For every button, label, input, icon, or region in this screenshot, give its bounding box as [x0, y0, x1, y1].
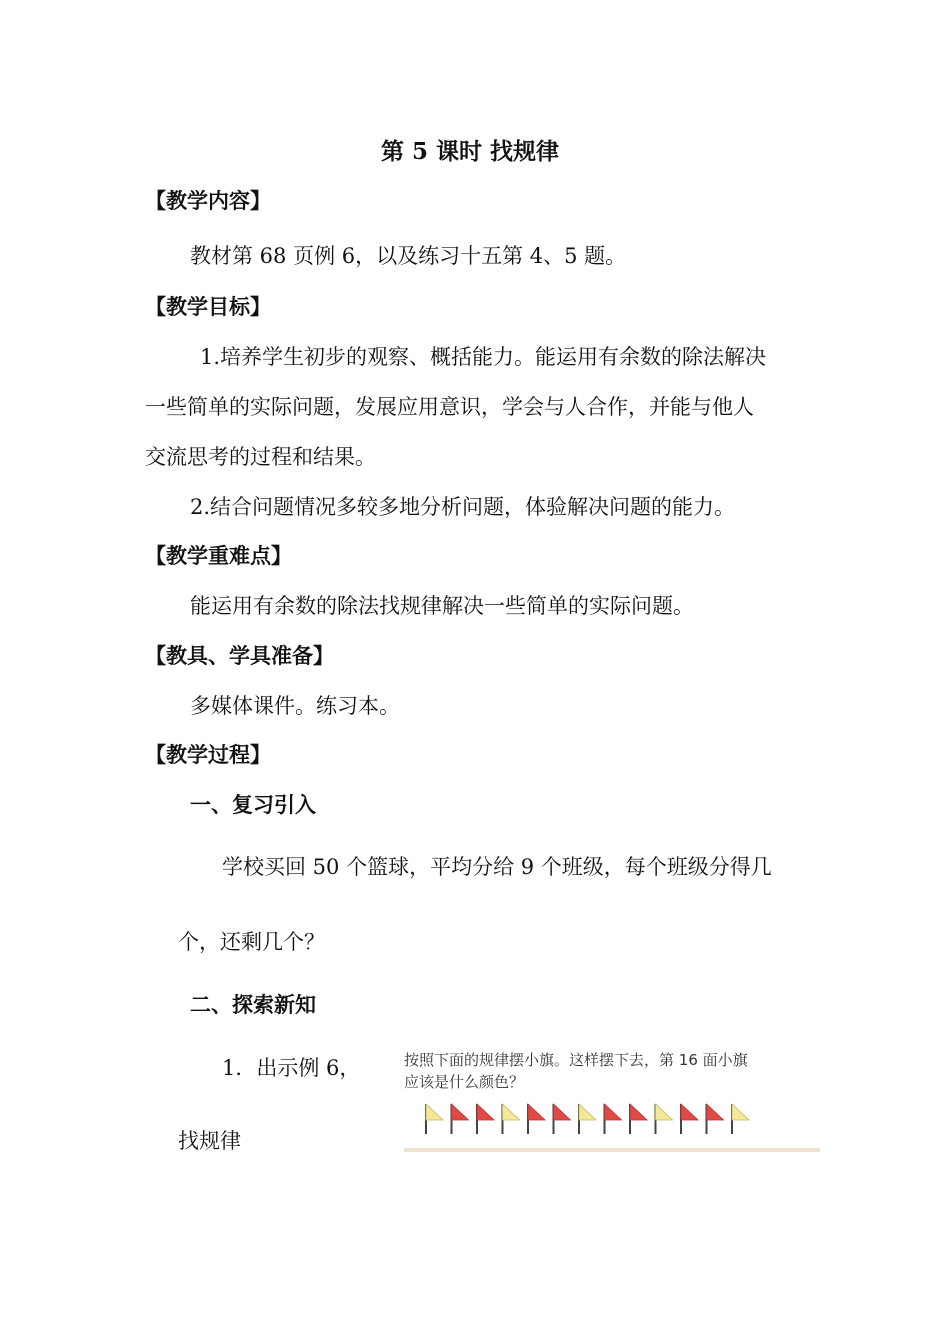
ground-line — [404, 1148, 820, 1152]
goal-1-line-1: 1.培养学生初步的观察、概括能力。能运用有余数的除法解决 — [200, 345, 767, 369]
flag-yellow-7 — [579, 1104, 596, 1134]
example-label: 1．出示例 6， — [222, 1056, 361, 1080]
flag-cloth — [681, 1104, 698, 1120]
figure-question-line-2: 应该是什么颜色？ — [404, 1073, 525, 1091]
flag-red-9 — [630, 1104, 647, 1134]
flag-cloth — [477, 1104, 494, 1120]
flag-yellow-4 — [503, 1104, 520, 1134]
flag-cloth — [579, 1104, 596, 1120]
flag-red-12 — [707, 1104, 724, 1134]
flag-cloth — [630, 1104, 647, 1120]
part-1-heading: 一、复习引入 — [190, 792, 316, 817]
figure-question-line-1: 按照下面的规律摆小旗。这样摆下去，第 16 面小旗 — [404, 1051, 748, 1069]
flag-yellow-10 — [656, 1104, 673, 1134]
flag-cloth — [732, 1104, 749, 1120]
heading-teaching-goals: 【教学目标】 — [145, 294, 271, 319]
review-question-line-2: 个，还剩几个？ — [178, 930, 325, 954]
flag-cloth — [554, 1104, 571, 1120]
review-question-line-1: 学校买回 50 个篮球，平均分给 9 个班级，每个班级分得几 — [222, 855, 772, 879]
flag-pattern-figure — [400, 1046, 824, 1158]
flag-red-2 — [452, 1104, 469, 1134]
example-subtitle: 找规律 — [178, 1129, 241, 1153]
lesson-title: 第 5 课时 找规律 — [381, 138, 560, 165]
teaching-tools-text: 多媒体课件。练习本。 — [190, 694, 400, 718]
flag-cloth — [707, 1104, 724, 1120]
flag-red-5 — [528, 1104, 545, 1134]
flag-cloth — [452, 1104, 469, 1120]
heading-teaching-content: 【教学内容】 — [145, 188, 271, 213]
goal-2: 2.结合问题情况多较多地分析问题，体验解决问题的能力。 — [190, 495, 736, 519]
flag-cloth — [528, 1104, 545, 1120]
goal-1-line-3: 交流思考的过程和结果。 — [145, 445, 376, 469]
part-2-heading: 二、探索新知 — [190, 992, 316, 1017]
teaching-content-text: 教材第 68 页例 6，以及练习十五第 4、5 题。 — [190, 244, 627, 268]
flag-yellow-13 — [732, 1104, 749, 1134]
flag-red-3 — [477, 1104, 494, 1134]
flag-red-6 — [554, 1104, 571, 1134]
flag-cloth — [426, 1104, 443, 1120]
heading-key-points: 【教学重难点】 — [145, 543, 292, 568]
flag-row — [400, 1098, 824, 1148]
heading-teaching-process: 【教学过程】 — [145, 742, 271, 767]
flag-cloth — [605, 1104, 622, 1120]
goal-1-line-2: 一些简单的实际问题，发展应用意识，学会与人合作，并能与他人 — [145, 395, 754, 419]
flag-cloth — [656, 1104, 673, 1120]
key-points-text: 能运用有余数的除法找规律解决一些简单的实际问题。 — [190, 594, 694, 618]
heading-teaching-tools: 【教具、学具准备】 — [145, 643, 334, 668]
flag-yellow-1 — [426, 1104, 443, 1134]
flag-red-8 — [605, 1104, 622, 1134]
flag-red-11 — [681, 1104, 698, 1134]
flag-cloth — [503, 1104, 520, 1120]
